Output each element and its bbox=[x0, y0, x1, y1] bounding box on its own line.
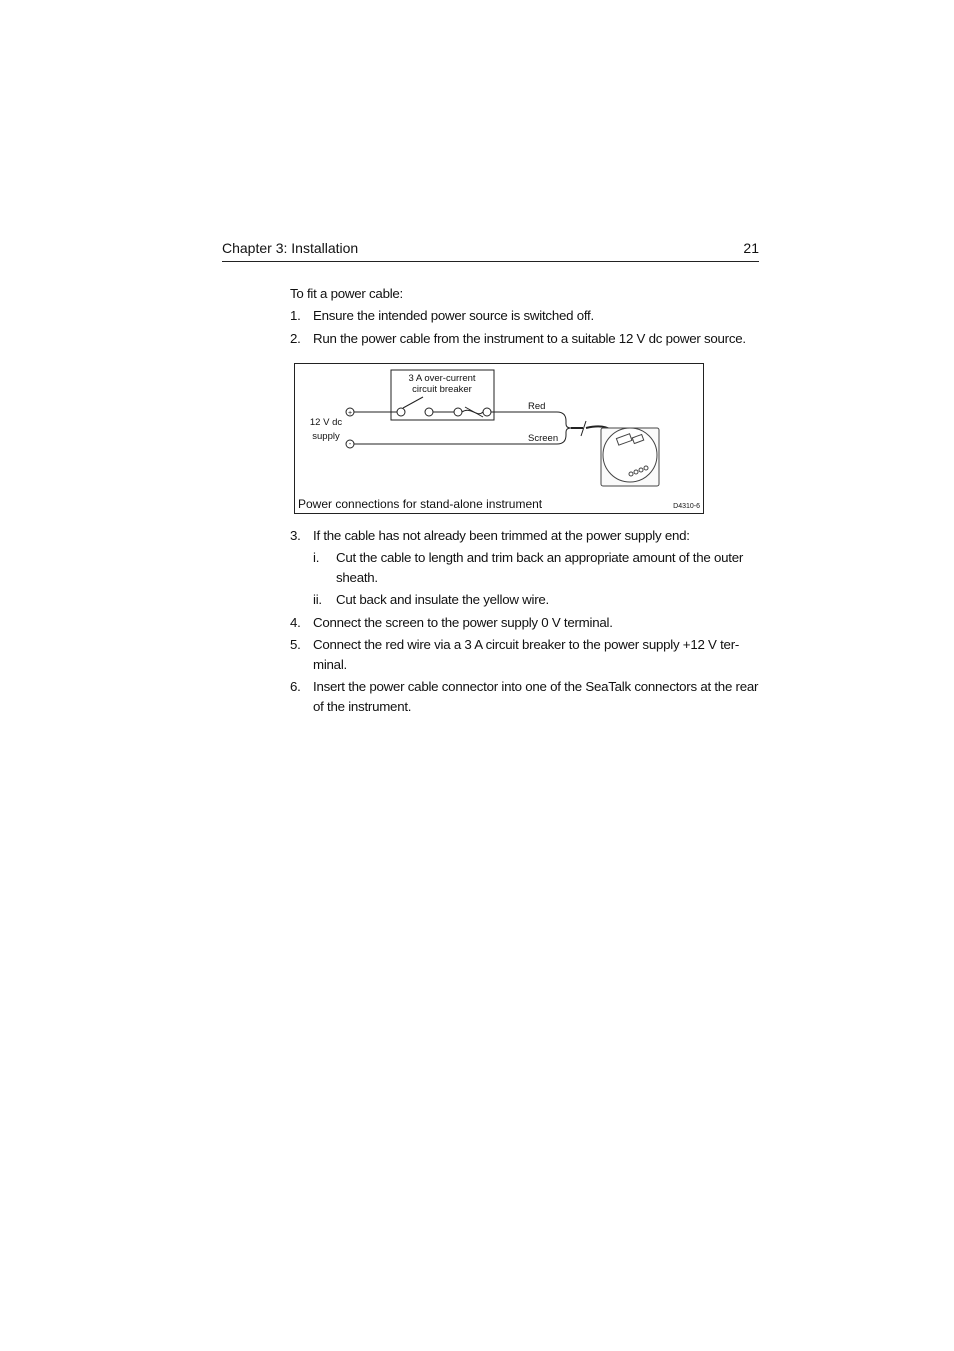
minus-symbol: - bbox=[348, 441, 352, 448]
figure-id: D4310-6 bbox=[673, 503, 700, 510]
list-text: Connect the red wire via a 3 A circuit breaker to the power supply +12 V ter-minal. bbox=[313, 637, 740, 672]
fuse-contact-2 bbox=[483, 408, 491, 416]
list-number: 2. bbox=[290, 331, 301, 346]
list-text: Connect the screen to the power supply 0 V terminal. bbox=[313, 615, 613, 630]
wiring-diagram bbox=[294, 363, 704, 514]
sublist-text: Cut the cable to length and trim back an appropriate amount of the outer sheath. bbox=[336, 550, 744, 585]
breaker-label-2: circuit breaker bbox=[412, 384, 472, 395]
list-text: Ensure the intended power source is switched off. bbox=[313, 308, 594, 323]
plus-symbol: + bbox=[347, 410, 353, 417]
supply-label-1: 12 V dc bbox=[309, 417, 343, 428]
list-number: 4. bbox=[290, 615, 301, 630]
sublist-number: i. bbox=[313, 550, 320, 565]
list-number: 6. bbox=[290, 679, 301, 694]
supply-label-2: supply bbox=[312, 431, 340, 442]
chapter-title: Chapter 3: Installation bbox=[222, 240, 359, 256]
breaker-label-1: 3 A over-current bbox=[408, 373, 476, 384]
list-number: 5. bbox=[290, 637, 301, 652]
red-label: Red bbox=[528, 401, 546, 412]
list-text: Insert the power cable connector into one of the SeaTalk connectors at the rear of the instrument. bbox=[313, 679, 759, 714]
switch-lever bbox=[403, 397, 423, 408]
switch-contact-1 bbox=[397, 408, 405, 416]
list-text: Run the power cable from the instrument to a suitable 12 V dc power source. bbox=[313, 331, 746, 346]
wiring-diagram-svg bbox=[295, 364, 703, 513]
list-number: 1. bbox=[290, 308, 301, 323]
screen-label: Screen bbox=[528, 433, 559, 444]
page-header bbox=[222, 240, 759, 262]
switch-contact-2 bbox=[425, 408, 433, 416]
figure-caption: Power connections for stand-alone instrument bbox=[298, 497, 543, 511]
sublist-number: ii. bbox=[313, 592, 322, 607]
fuse-contact-1 bbox=[454, 408, 462, 416]
intro-text: To fit a power cable: bbox=[290, 286, 404, 301]
list-text: If the cable has not already been trimmed at the power supply end: bbox=[313, 528, 690, 543]
page-number: 21 bbox=[743, 240, 759, 256]
sublist-text: Cut back and insulate the yellow wire. bbox=[336, 592, 549, 607]
list-number: 3. bbox=[290, 528, 301, 543]
